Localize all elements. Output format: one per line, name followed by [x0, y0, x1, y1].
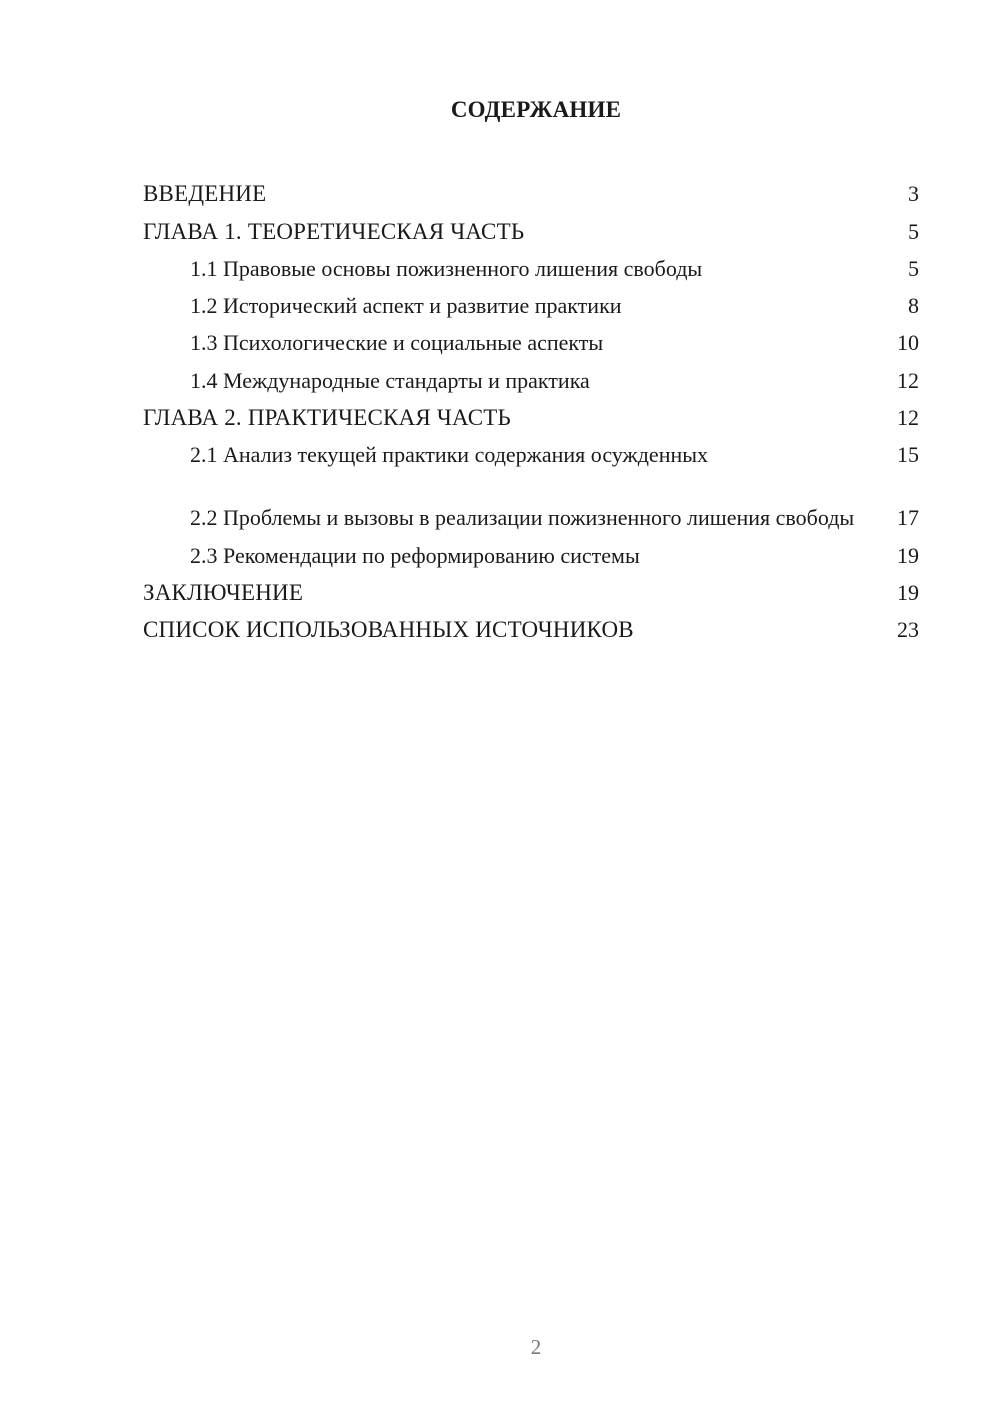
toc-entry-section-2-1: [143, 432, 919, 469]
toc-entry-introduction: [143, 171, 919, 208]
toc-entry-page: 5: [908, 255, 919, 281]
toc-entry-label: 2.2 Проблемы и вызовы в реализации пожизненного лишения свободы: [190, 505, 855, 531]
toc-entry-page: 10: [897, 330, 919, 356]
toc-entry-page: 19: [897, 542, 919, 568]
toc-entry-page: 3: [908, 181, 919, 207]
page-number: 2: [530, 1335, 542, 1359]
toc-entry-label: 1.2 Исторический аспект и развитие практики: [190, 293, 622, 319]
toc-entry-label: 2.3 Рекомендации по реформированию системы: [190, 542, 640, 568]
toc-entry-label: ГЛАВА 2. ПРАКТИЧЕСКАЯ ЧАСТЬ: [143, 405, 511, 431]
toc-entry-page: 17: [897, 505, 919, 531]
toc-entry-page: 23: [897, 617, 919, 643]
toc-entry-section-1-4: [143, 357, 919, 394]
toc-entry-label: 1.1 Правовые основы пожизненного лишения свободы: [190, 255, 703, 281]
toc-entry-page: 12: [897, 405, 919, 431]
toc-entry-chapter-1: [143, 208, 919, 245]
toc-entry-section-2-2: [143, 469, 919, 532]
toc-entry-page: 8: [908, 293, 919, 319]
toc-entry-label: ЗАКЛЮЧЕНИЕ: [143, 579, 304, 605]
toc-entry-page: 5: [908, 218, 919, 244]
toc-entry-label: 1.4 Международные стандарты и практика: [190, 367, 590, 393]
toc-entry-section-1-1: [143, 246, 919, 283]
toc-entry-label: СПИСОК ИСПОЛЬЗОВАННЫХ ИСТОЧНИКОВ: [143, 617, 634, 643]
toc-entry-label: ГЛАВА 1. ТЕОРЕТИЧЕСКАЯ ЧАСТЬ: [143, 218, 525, 244]
toc-entry-section-2-3: [143, 532, 919, 569]
toc-entry-page: 15: [897, 442, 919, 468]
toc-entry-chapter-2: [143, 395, 919, 432]
toc-entry-section-1-3: [143, 320, 919, 357]
toc-entry-conclusion: [143, 570, 919, 607]
toc-entry-section-1-2: [143, 283, 919, 320]
page-title: СОДЕРЖАНИЕ: [450, 97, 622, 122]
toc-entry-label: 2.1 Анализ текущей практики содержания осужденных: [190, 442, 709, 468]
toc-entry-page: 12: [897, 367, 919, 393]
toc-entry-label: 1.3 Психологические и социальные аспекты: [190, 330, 604, 356]
toc-entry-references: [143, 607, 919, 644]
table-of-contents: [143, 171, 919, 644]
toc-entry-label: ВВЕДЕНИЕ: [143, 181, 267, 207]
toc-entry-page: 19: [897, 579, 919, 605]
